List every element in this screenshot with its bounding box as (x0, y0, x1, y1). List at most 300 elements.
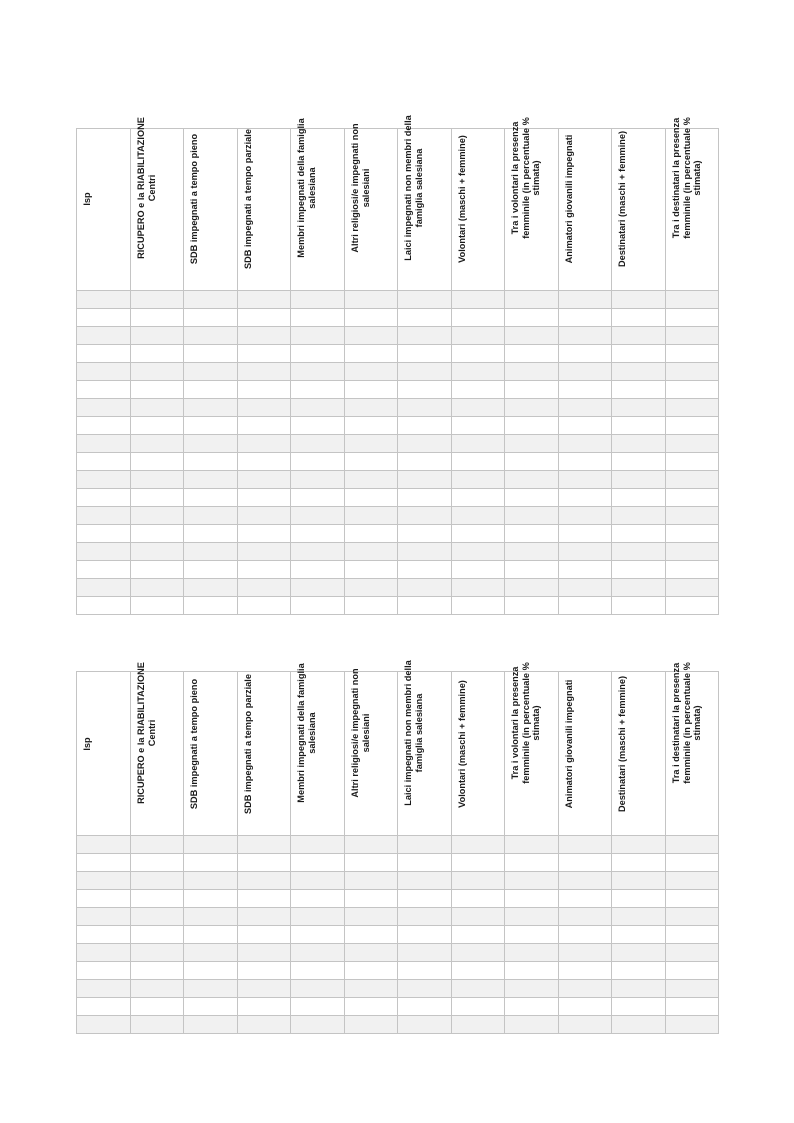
table-cell[interactable] (398, 507, 452, 525)
table-cell[interactable] (558, 872, 612, 890)
table-cell[interactable] (612, 435, 666, 453)
table-cell[interactable] (77, 453, 131, 471)
table-cell[interactable] (505, 872, 559, 890)
table-cell[interactable] (291, 944, 345, 962)
table-cell[interactable] (184, 327, 238, 345)
table-cell[interactable] (612, 998, 666, 1016)
table-cell[interactable] (344, 908, 398, 926)
table-cell[interactable] (558, 525, 612, 543)
table-cell[interactable] (558, 507, 612, 525)
table-cell[interactable] (665, 926, 719, 944)
table-cell[interactable] (291, 543, 345, 561)
table-cell[interactable] (344, 561, 398, 579)
table-cell[interactable] (291, 1016, 345, 1034)
table-cell[interactable] (130, 890, 184, 908)
table-cell[interactable] (665, 597, 719, 615)
table-cell[interactable] (505, 998, 559, 1016)
table-cell[interactable] (558, 980, 612, 998)
table-cell[interactable] (558, 908, 612, 926)
table-cell[interactable] (558, 962, 612, 980)
table-cell[interactable] (558, 471, 612, 489)
table-cell[interactable] (237, 471, 291, 489)
table-cell[interactable] (451, 417, 505, 435)
table-cell[interactable] (77, 327, 131, 345)
table-cell[interactable] (505, 291, 559, 309)
table-cell[interactable] (558, 435, 612, 453)
table-cell[interactable] (130, 1016, 184, 1034)
table-cell[interactable] (130, 489, 184, 507)
table-cell[interactable] (665, 998, 719, 1016)
table-cell[interactable] (77, 944, 131, 962)
table-cell[interactable] (130, 309, 184, 327)
table-cell[interactable] (451, 489, 505, 507)
table-cell[interactable] (237, 980, 291, 998)
table-cell[interactable] (505, 507, 559, 525)
table-cell[interactable] (130, 345, 184, 363)
table-cell[interactable] (665, 381, 719, 399)
table-cell[interactable] (130, 908, 184, 926)
table-cell[interactable] (612, 489, 666, 507)
table-cell[interactable] (451, 998, 505, 1016)
table-cell[interactable] (344, 381, 398, 399)
table-cell[interactable] (398, 890, 452, 908)
table-cell[interactable] (612, 561, 666, 579)
table-cell[interactable] (237, 417, 291, 435)
table-cell[interactable] (237, 579, 291, 597)
table-cell[interactable] (505, 435, 559, 453)
table-cell[interactable] (665, 980, 719, 998)
table-cell[interactable] (558, 579, 612, 597)
table-cell[interactable] (130, 399, 184, 417)
table-cell[interactable] (291, 291, 345, 309)
table-cell[interactable] (237, 381, 291, 399)
table-cell[interactable] (665, 836, 719, 854)
table-cell[interactable] (77, 962, 131, 980)
table-cell[interactable] (398, 291, 452, 309)
table-cell[interactable] (130, 453, 184, 471)
table-cell[interactable] (398, 345, 452, 363)
table-cell[interactable] (77, 291, 131, 309)
table-cell[interactable] (505, 980, 559, 998)
table-cell[interactable] (558, 417, 612, 435)
table-cell[interactable] (344, 836, 398, 854)
table-cell[interactable] (558, 543, 612, 561)
table-cell[interactable] (184, 309, 238, 327)
table-cell[interactable] (77, 489, 131, 507)
table-cell[interactable] (184, 926, 238, 944)
table-cell[interactable] (130, 363, 184, 381)
table-cell[interactable] (184, 291, 238, 309)
table-cell[interactable] (451, 872, 505, 890)
table-cell[interactable] (558, 291, 612, 309)
table-cell[interactable] (130, 471, 184, 489)
table-cell[interactable] (184, 453, 238, 471)
table-cell[interactable] (558, 327, 612, 345)
table-cell[interactable] (291, 345, 345, 363)
table-cell[interactable] (130, 327, 184, 345)
table-cell[interactable] (237, 363, 291, 381)
table-cell[interactable] (665, 1016, 719, 1034)
table-cell[interactable] (130, 381, 184, 399)
table-cell[interactable] (398, 998, 452, 1016)
table-cell[interactable] (451, 363, 505, 381)
table-cell[interactable] (291, 597, 345, 615)
table-cell[interactable] (612, 980, 666, 998)
table-cell[interactable] (558, 363, 612, 381)
table-cell[interactable] (665, 962, 719, 980)
table-cell[interactable] (77, 926, 131, 944)
table-cell[interactable] (665, 543, 719, 561)
table-cell[interactable] (451, 561, 505, 579)
table-cell[interactable] (665, 854, 719, 872)
table-cell[interactable] (612, 309, 666, 327)
table-cell[interactable] (184, 980, 238, 998)
table-cell[interactable] (184, 1016, 238, 1034)
table-cell[interactable] (237, 399, 291, 417)
table-cell[interactable] (184, 543, 238, 561)
table-cell[interactable] (451, 345, 505, 363)
table-cell[interactable] (398, 561, 452, 579)
table-cell[interactable] (344, 417, 398, 435)
table-cell[interactable] (505, 579, 559, 597)
table-cell[interactable] (184, 525, 238, 543)
table-cell[interactable] (344, 525, 398, 543)
table-cell[interactable] (451, 381, 505, 399)
table-cell[interactable] (184, 471, 238, 489)
table-cell[interactable] (398, 980, 452, 998)
table-cell[interactable] (398, 962, 452, 980)
table-cell[interactable] (237, 908, 291, 926)
table-cell[interactable] (291, 561, 345, 579)
table-cell[interactable] (77, 363, 131, 381)
table-cell[interactable] (237, 597, 291, 615)
table-cell[interactable] (291, 399, 345, 417)
table-cell[interactable] (344, 309, 398, 327)
table-cell[interactable] (77, 543, 131, 561)
table-cell[interactable] (77, 507, 131, 525)
table-cell[interactable] (398, 836, 452, 854)
table-cell[interactable] (77, 471, 131, 489)
table-cell[interactable] (344, 399, 398, 417)
table-cell[interactable] (398, 381, 452, 399)
table-cell[interactable] (505, 962, 559, 980)
table-cell[interactable] (130, 417, 184, 435)
table-cell[interactable] (451, 471, 505, 489)
table-cell[interactable] (665, 327, 719, 345)
table-cell[interactable] (237, 836, 291, 854)
table-cell[interactable] (344, 363, 398, 381)
table-cell[interactable] (451, 1016, 505, 1034)
table-cell[interactable] (237, 890, 291, 908)
table-cell[interactable] (77, 399, 131, 417)
table-cell[interactable] (184, 417, 238, 435)
table-cell[interactable] (665, 471, 719, 489)
table-cell[interactable] (665, 345, 719, 363)
table-cell[interactable] (558, 998, 612, 1016)
table-cell[interactable] (184, 561, 238, 579)
table-cell[interactable] (130, 854, 184, 872)
table-cell[interactable] (451, 980, 505, 998)
table-cell[interactable] (451, 507, 505, 525)
table-cell[interactable] (237, 291, 291, 309)
table-cell[interactable] (130, 525, 184, 543)
table-cell[interactable] (398, 525, 452, 543)
table-cell[interactable] (451, 453, 505, 471)
table-cell[interactable] (398, 579, 452, 597)
table-cell[interactable] (612, 381, 666, 399)
table-cell[interactable] (291, 926, 345, 944)
table-cell[interactable] (130, 926, 184, 944)
table-cell[interactable] (451, 962, 505, 980)
table-cell[interactable] (130, 507, 184, 525)
table-cell[interactable] (665, 453, 719, 471)
table-cell[interactable] (344, 345, 398, 363)
table-cell[interactable] (291, 471, 345, 489)
table-cell[interactable] (505, 399, 559, 417)
table-cell[interactable] (665, 561, 719, 579)
table-cell[interactable] (665, 417, 719, 435)
table-cell[interactable] (505, 453, 559, 471)
table-cell[interactable] (291, 309, 345, 327)
table-cell[interactable] (130, 872, 184, 890)
table-cell[interactable] (558, 1016, 612, 1034)
table-cell[interactable] (558, 345, 612, 363)
table-cell[interactable] (291, 962, 345, 980)
table-cell[interactable] (451, 525, 505, 543)
table-cell[interactable] (558, 597, 612, 615)
table-cell[interactable] (612, 291, 666, 309)
table-cell[interactable] (398, 417, 452, 435)
table-cell[interactable] (665, 489, 719, 507)
table-cell[interactable] (130, 980, 184, 998)
table-cell[interactable] (451, 543, 505, 561)
table-cell[interactable] (505, 381, 559, 399)
table-cell[interactable] (505, 561, 559, 579)
table-cell[interactable] (398, 597, 452, 615)
table-cell[interactable] (130, 944, 184, 962)
table-cell[interactable] (665, 291, 719, 309)
table-cell[interactable] (558, 854, 612, 872)
table-cell[interactable] (612, 363, 666, 381)
table-cell[interactable] (398, 489, 452, 507)
table-cell[interactable] (451, 944, 505, 962)
table-cell[interactable] (398, 1016, 452, 1034)
table-cell[interactable] (77, 345, 131, 363)
table-cell[interactable] (398, 872, 452, 890)
table-cell[interactable] (558, 836, 612, 854)
table-cell[interactable] (612, 525, 666, 543)
table-cell[interactable] (344, 291, 398, 309)
table-cell[interactable] (665, 363, 719, 381)
table-cell[interactable] (344, 543, 398, 561)
table-cell[interactable] (398, 363, 452, 381)
table-cell[interactable] (291, 980, 345, 998)
table-cell[interactable] (398, 926, 452, 944)
table-cell[interactable] (505, 926, 559, 944)
table-cell[interactable] (184, 435, 238, 453)
table-cell[interactable] (612, 872, 666, 890)
table-cell[interactable] (505, 525, 559, 543)
table-cell[interactable] (612, 836, 666, 854)
table-cell[interactable] (291, 836, 345, 854)
table-cell[interactable] (291, 872, 345, 890)
table-cell[interactable] (451, 399, 505, 417)
table-cell[interactable] (505, 944, 559, 962)
table-cell[interactable] (398, 944, 452, 962)
table-cell[interactable] (558, 890, 612, 908)
table-cell[interactable] (291, 998, 345, 1016)
table-cell[interactable] (237, 561, 291, 579)
table-cell[interactable] (130, 998, 184, 1016)
table-cell[interactable] (77, 890, 131, 908)
table-cell[interactable] (77, 309, 131, 327)
table-cell[interactable] (505, 489, 559, 507)
table-cell[interactable] (451, 926, 505, 944)
table-cell[interactable] (237, 872, 291, 890)
table-cell[interactable] (291, 363, 345, 381)
table-cell[interactable] (612, 962, 666, 980)
table-cell[interactable] (398, 908, 452, 926)
table-cell[interactable] (237, 962, 291, 980)
table-cell[interactable] (612, 926, 666, 944)
table-cell[interactable] (344, 327, 398, 345)
table-cell[interactable] (130, 962, 184, 980)
table-cell[interactable] (558, 453, 612, 471)
table-cell[interactable] (237, 489, 291, 507)
table-cell[interactable] (344, 435, 398, 453)
table-cell[interactable] (77, 998, 131, 1016)
table-cell[interactable] (612, 908, 666, 926)
table-cell[interactable] (77, 381, 131, 399)
table-cell[interactable] (130, 291, 184, 309)
table-cell[interactable] (612, 944, 666, 962)
table-cell[interactable] (344, 872, 398, 890)
table-cell[interactable] (505, 363, 559, 381)
table-cell[interactable] (612, 507, 666, 525)
table-cell[interactable] (344, 890, 398, 908)
table-cell[interactable] (612, 597, 666, 615)
table-cell[interactable] (184, 908, 238, 926)
table-cell[interactable] (184, 836, 238, 854)
table-cell[interactable] (612, 543, 666, 561)
table-cell[interactable] (184, 872, 238, 890)
table-cell[interactable] (77, 435, 131, 453)
table-cell[interactable] (505, 836, 559, 854)
table-cell[interactable] (398, 453, 452, 471)
table-cell[interactable] (130, 579, 184, 597)
table-cell[interactable] (77, 579, 131, 597)
table-cell[interactable] (612, 890, 666, 908)
table-cell[interactable] (291, 381, 345, 399)
table-cell[interactable] (184, 507, 238, 525)
table-cell[interactable] (612, 417, 666, 435)
table-cell[interactable] (77, 854, 131, 872)
table-cell[interactable] (184, 962, 238, 980)
table-cell[interactable] (77, 417, 131, 435)
table-cell[interactable] (665, 399, 719, 417)
table-cell[interactable] (612, 579, 666, 597)
table-cell[interactable] (665, 579, 719, 597)
table-cell[interactable] (130, 543, 184, 561)
table-cell[interactable] (77, 525, 131, 543)
table-cell[interactable] (665, 890, 719, 908)
table-cell[interactable] (505, 345, 559, 363)
table-cell[interactable] (505, 1016, 559, 1034)
table-cell[interactable] (558, 489, 612, 507)
table-cell[interactable] (451, 309, 505, 327)
table-cell[interactable] (344, 579, 398, 597)
table-cell[interactable] (505, 471, 559, 489)
table-cell[interactable] (291, 890, 345, 908)
table-cell[interactable] (451, 327, 505, 345)
table-cell[interactable] (612, 399, 666, 417)
table-cell[interactable] (451, 908, 505, 926)
table-cell[interactable] (665, 525, 719, 543)
table-cell[interactable] (398, 435, 452, 453)
table-cell[interactable] (237, 998, 291, 1016)
table-cell[interactable] (237, 543, 291, 561)
table-cell[interactable] (184, 345, 238, 363)
table-cell[interactable] (184, 363, 238, 381)
table-cell[interactable] (558, 309, 612, 327)
table-cell[interactable] (505, 854, 559, 872)
table-cell[interactable] (184, 399, 238, 417)
table-cell[interactable] (344, 962, 398, 980)
table-cell[interactable] (344, 854, 398, 872)
table-cell[interactable] (451, 579, 505, 597)
table-cell[interactable] (665, 435, 719, 453)
table-cell[interactable] (398, 399, 452, 417)
table-cell[interactable] (130, 836, 184, 854)
table-cell[interactable] (398, 543, 452, 561)
table-cell[interactable] (665, 908, 719, 926)
table-cell[interactable] (184, 597, 238, 615)
table-cell[interactable] (291, 489, 345, 507)
table-cell[interactable] (184, 489, 238, 507)
table-cell[interactable] (237, 309, 291, 327)
table-cell[interactable] (184, 579, 238, 597)
table-cell[interactable] (505, 327, 559, 345)
table-cell[interactable] (237, 435, 291, 453)
table-cell[interactable] (291, 435, 345, 453)
table-cell[interactable] (237, 1016, 291, 1034)
table-cell[interactable] (291, 453, 345, 471)
table-cell[interactable] (77, 597, 131, 615)
table-cell[interactable] (77, 908, 131, 926)
table-cell[interactable] (451, 836, 505, 854)
table-cell[interactable] (77, 872, 131, 890)
table-cell[interactable] (237, 327, 291, 345)
table-cell[interactable] (398, 309, 452, 327)
table-cell[interactable] (665, 309, 719, 327)
table-cell[interactable] (344, 980, 398, 998)
table-cell[interactable] (558, 944, 612, 962)
table-cell[interactable] (291, 579, 345, 597)
table-cell[interactable] (505, 417, 559, 435)
table-cell[interactable] (558, 926, 612, 944)
table-cell[interactable] (612, 854, 666, 872)
table-cell[interactable] (612, 1016, 666, 1034)
table-cell[interactable] (344, 507, 398, 525)
table-cell[interactable] (291, 417, 345, 435)
table-cell[interactable] (505, 597, 559, 615)
table-cell[interactable] (398, 471, 452, 489)
table-cell[interactable] (237, 525, 291, 543)
table-cell[interactable] (291, 507, 345, 525)
table-cell[interactable] (558, 561, 612, 579)
table-cell[interactable] (344, 471, 398, 489)
table-cell[interactable] (184, 854, 238, 872)
